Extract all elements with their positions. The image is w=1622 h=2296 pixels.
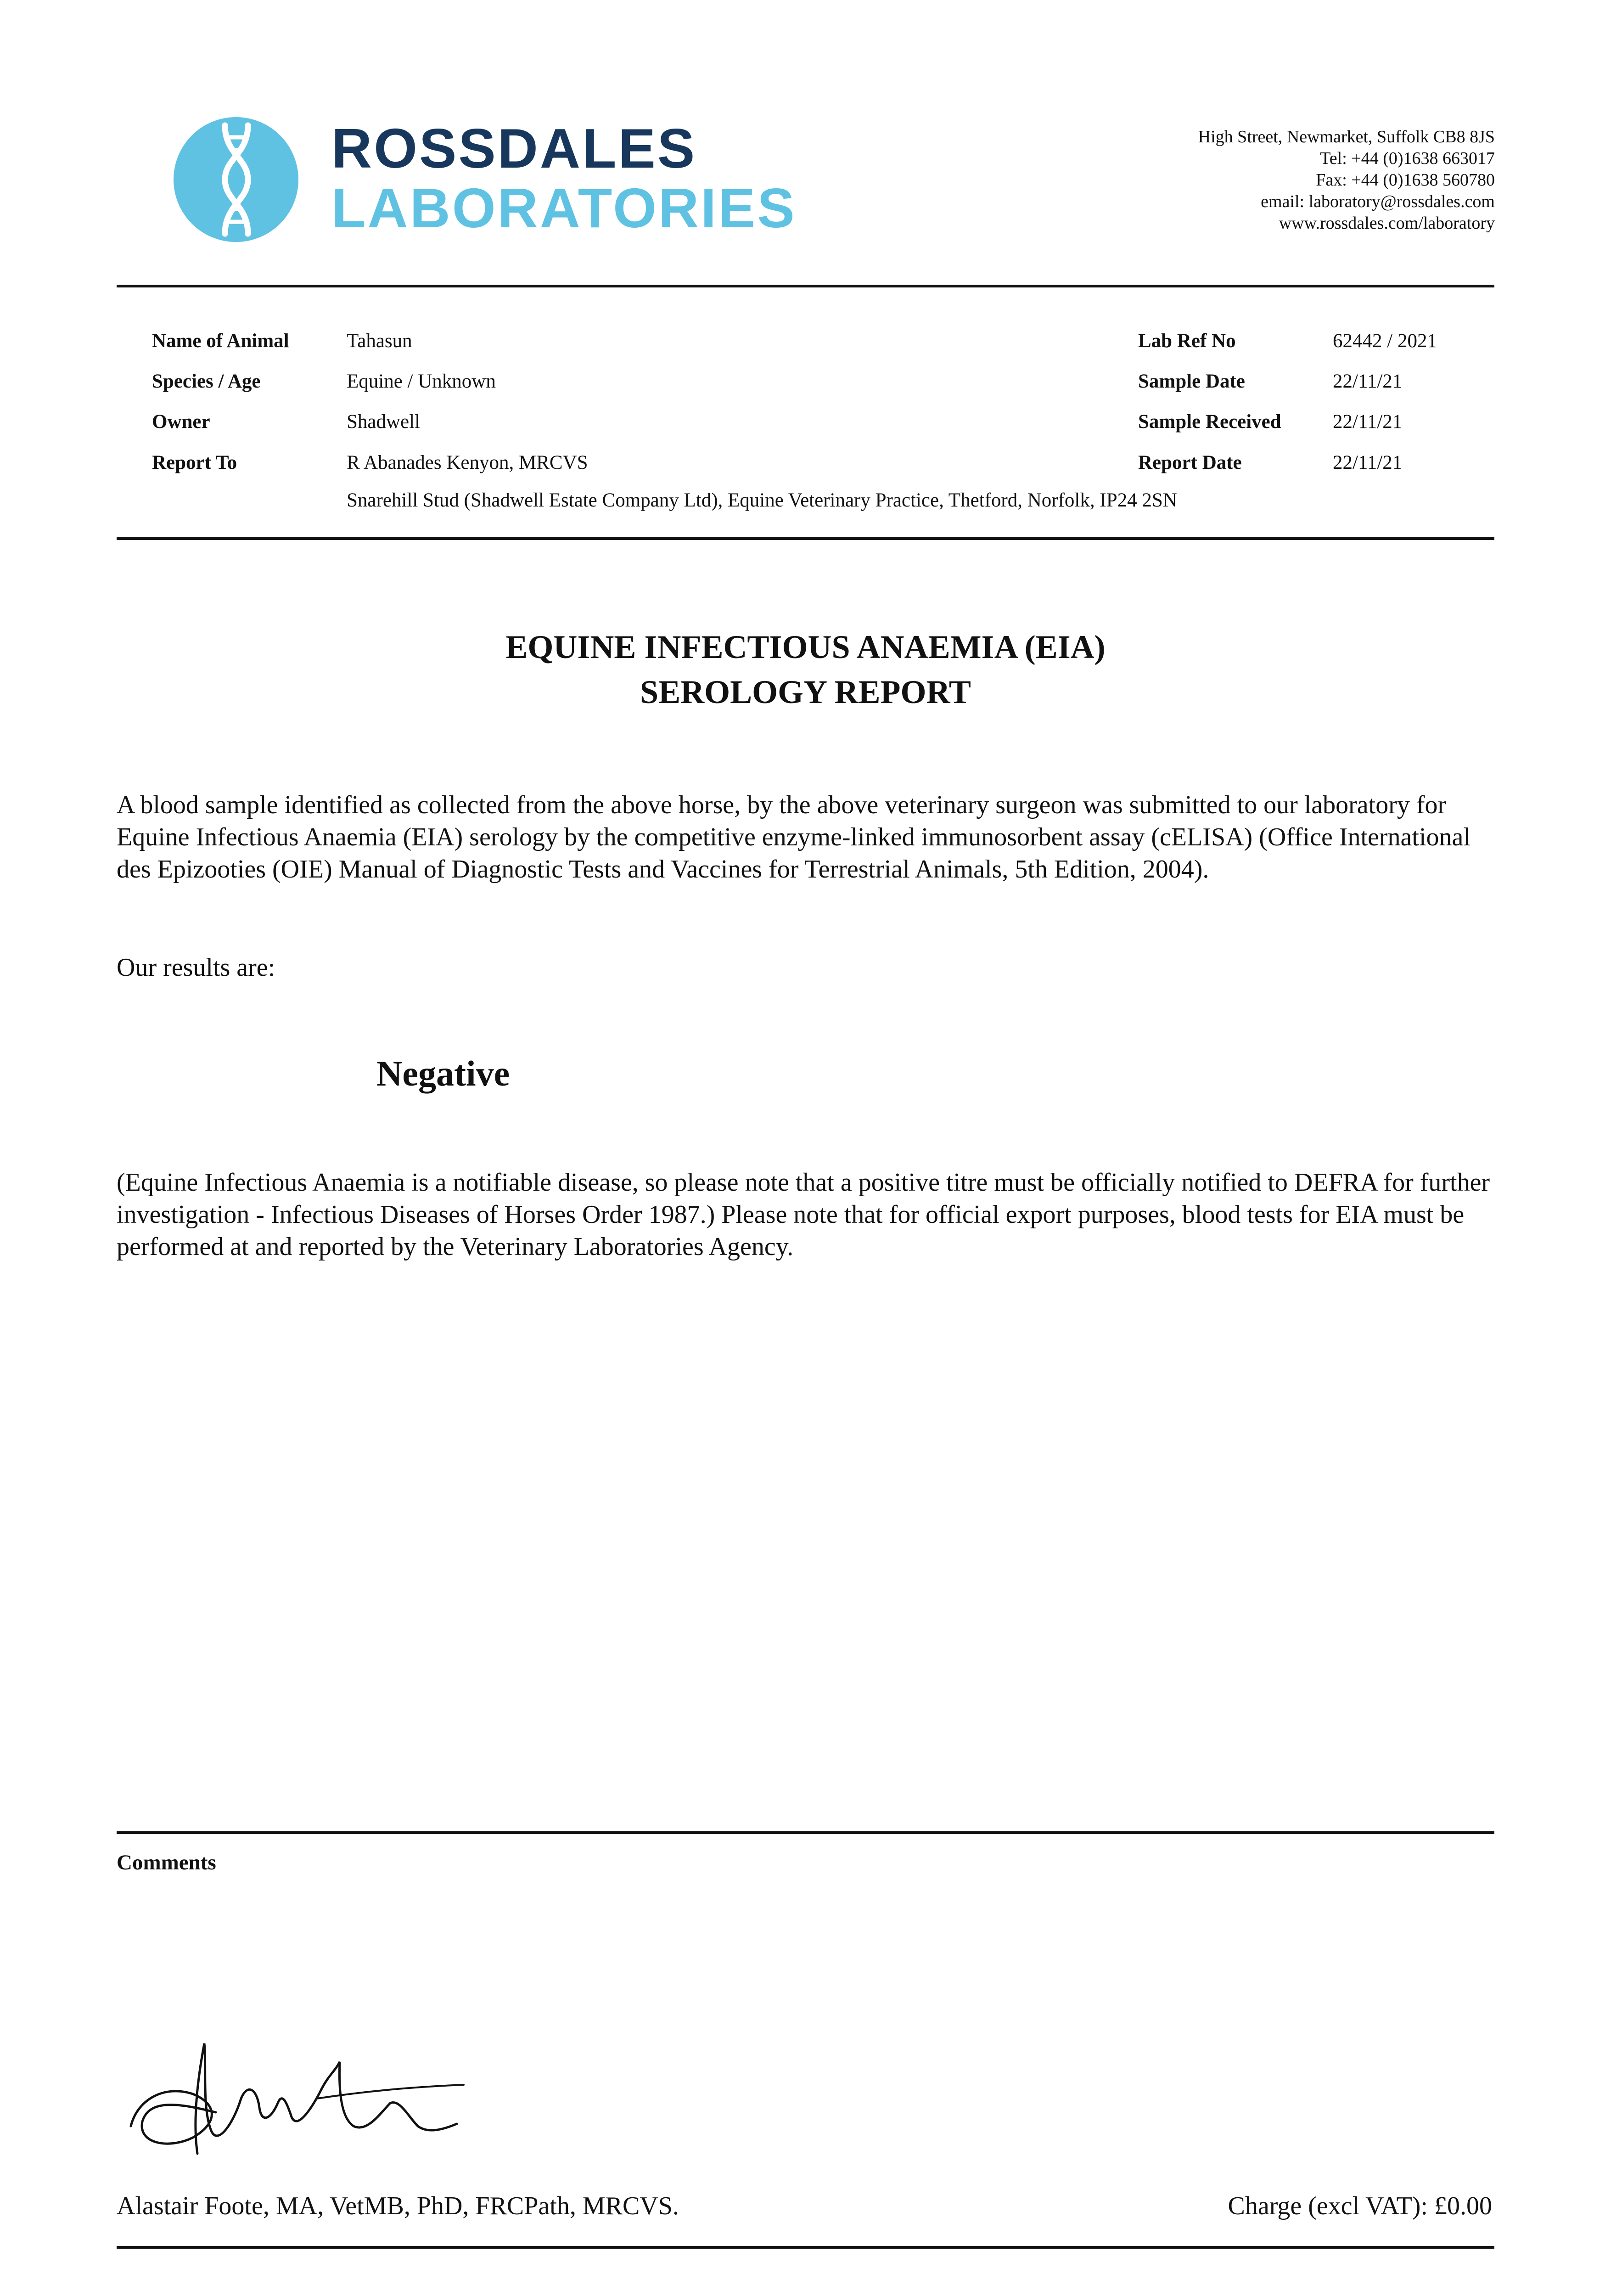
signer-name: Alastair Foote, MA, VetMB, PhD, FRCPath, MRCVS.: [117, 2192, 679, 2220]
contact-tel: Tel: +44 (0)1638 663017: [1320, 149, 1495, 168]
species-value: Equine / Unknown: [347, 371, 496, 392]
sample-date-label: Sample Date: [1138, 371, 1245, 392]
name-label: Name of Animal: [152, 330, 289, 352]
header-divider: [117, 285, 1494, 287]
owner-label: Owner: [152, 411, 210, 433]
lab-ref-label: Lab Ref No: [1138, 330, 1236, 352]
footer-divider: [117, 2246, 1494, 2249]
sample-received-value: 22/11/21: [1333, 411, 1403, 433]
lab-ref-value: 62442 / 2021: [1333, 330, 1437, 352]
comments-label: Comments: [117, 1851, 216, 1874]
contact-block: [1198, 126, 1495, 234]
contact-address: High Street, Newmarket, Suffolk CB8 8JS: [1198, 127, 1495, 146]
charge-amount: Charge (excl VAT): £0.00: [1228, 2192, 1492, 2220]
report-to-address: Snarehill Stud (Shadwell Estate Company Ltd), Equine Veterinary Practice, Thetford, Norfolk, IP24 2SN: [347, 490, 1177, 511]
report-to-value: R Abanades Kenyon, MRCVS: [347, 452, 588, 473]
brand-name-line1: ROSSDALES: [331, 117, 697, 180]
signature: [124, 2039, 473, 2158]
sample-date-value: 22/11/21: [1333, 371, 1403, 392]
name-value: Tahasun: [347, 330, 412, 352]
species-label: Species / Age: [152, 371, 261, 392]
report-date-value: 22/11/21: [1333, 452, 1403, 473]
sample-received-label: Sample Received: [1138, 411, 1281, 433]
intro-paragraph: A blood sample identified as collected from the above horse, by the above veterinary surgeon was submitted to our laboratory for Equine Infectious Anaemia (EIA) serology by the competitive enzyme-linked immunosorbent assay (cELISA) (Office International des Epizooties (OIE) Manual of Diagnostic Tests and Vaccines for Terrestrial Animals, 5th Edition, 2004).: [117, 791, 1470, 884]
report-title-line2: SEROLOGY REPORT: [640, 674, 971, 710]
owner-value: Shadwell: [347, 411, 421, 433]
contact-fax: Fax: +44 (0)1638 560780: [1316, 170, 1495, 190]
contact-website[interactable]: www.rossdales.com/laboratory: [1279, 214, 1495, 233]
dna-helix-icon: [174, 117, 298, 242]
brand-name-line2: LABORATORIES: [331, 177, 797, 239]
report-title-line1: EQUINE INFECTIOUS ANAEMIA (EIA): [505, 629, 1106, 665]
results-intro: Our results are:: [117, 953, 275, 982]
report-date-label: Report Date: [1138, 452, 1242, 473]
report-to-label: Report To: [152, 452, 237, 473]
info-divider: [117, 537, 1494, 540]
notifiable-note: (Equine Infectious Anaemia is a notifiable disease, so please note that a positive titre must be officially notified to DEFRA for further investigation - Infectious Diseases of Horses Order 1987.) Please note that for official export purposes, blood tests for EIA must be performed at and reported by the Veterinary Laboratories Agency.: [117, 1168, 1490, 1261]
report-title: [117, 625, 1494, 715]
result-value: Negative: [376, 1053, 510, 1093]
comments-divider: [117, 1831, 1494, 1834]
contact-email[interactable]: email: laboratory@rossdales.com: [1261, 192, 1495, 211]
